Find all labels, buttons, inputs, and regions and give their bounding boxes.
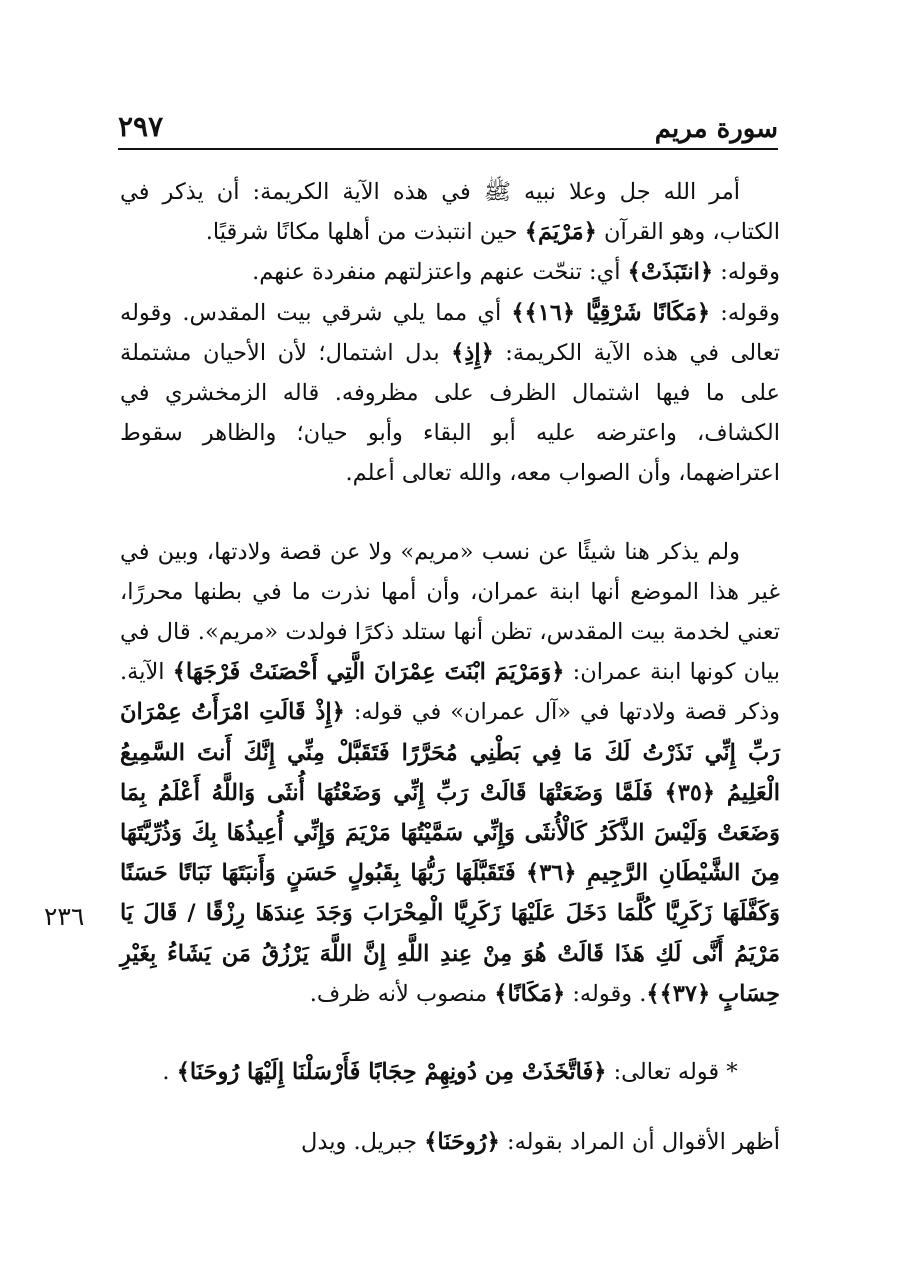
spacer	[120, 1092, 780, 1122]
text: وقوله:	[720, 259, 780, 286]
text: الكتاب، وهو القرآن	[604, 219, 780, 246]
text: مشتملة على ما فيها اشتمال الظرف على مظروفه. قاله الزمخشري في الكشاف، واعترضه عليه أبو البقاء وأبو حيان؛ والظاهر سقوط اعتراضهما، وأن الصواب معه، والله تعالى أعلم.	[120, 339, 780, 487]
text: منصوب لأنه ظرف.	[309, 980, 488, 1007]
paragraph-tafsir-intro	[120, 172, 780, 252]
quran-quote: ﴿فَاتَّخَذَتْ مِن دُونِهِمْ حِجَابًا فَأَرْسَلْنَا إِلَيْهَا رُوحَنَا﴾	[176, 1059, 607, 1086]
paragraph-maryam-lineage	[120, 532, 780, 1014]
quran-quote: ﴿وَمَرْيَمَ ابْنَتَ عِمْرَانَ الَّتِي أَحْصَنَتْ فَرْجَهَا﴾	[172, 659, 565, 686]
quran-quote: ﴿إِذْ قَالَتِ امْرَأَتُ عِمْرَانَ رَبِّ إِنِّي نَذَرْتُ لَكَ مَا فِي بَطْنِي مُحَرَّرًا فَتَقَبَّلْ مِنِّي إِنَّكَ أَنتَ السَّمِيعُ الْعَلِيمُ ﴿٣٥﴾ فَلَمَّا وَضَعَتْهَا قَالَتْ رَبِّ إِنِّي وَضَعْتُهَا أُنثَى وَاللَّهُ أَعْلَمُ بِمَا وَضَعَتْ وَلَيْسَ الذَّكَرُ كَالْأُنثَى وَإِنِّي سَمَّيْتُهَا مَرْيَمَ وَإِنِّي أُعِيذُهَا بِكَ وَذُرِّيَّتَهَا مِنَ الشَّيْطَانِ الرَّجِيمِ ﴿٣٦﴾ فَتَقَبَّلَهَا رَبُّهَا بِقَبُولٍ حَسَنٍ وَأَنبَتَهَا نَبَاتًا حَسَنًا وَكَفَّلَهَا زَكَرِيَّا كُلَّمَا دَخَلَ عَلَيْهَا زَكَرِيَّا الْمِحْرَابَ وَجَدَ عِندَهَا رِزْقًا / قَالَ يَا مَرْيَمُ أَنَّى لَكِ هَذَا قَالَتْ هُوَ مِنْ عِندِ اللَّهِ إِنَّ اللَّهَ يَرْزُقُ مَن يَشَاءُ بِغَيْرِ حِسَابٍ ﴿٣٧﴾﴾	[120, 699, 780, 1007]
paragraph-intabadhat	[120, 252, 780, 292]
text: الآية. وذكر قصة ولادتها في «آل عمران» في قوله:	[120, 659, 780, 726]
page-number: ٢٩٧	[118, 110, 164, 143]
spacer	[120, 494, 780, 532]
text: .	[162, 1059, 170, 1086]
text: بدل اشتمال؛ لأن الأحيان	[202, 339, 440, 366]
text: أمر الله جل وعلا نبيه ﷺ في هذه الآية الكريمة: أن يذكر في	[120, 179, 740, 205]
text: حين انتبذت من أهلها مكانًا شرقيًا.	[205, 219, 518, 246]
text: وقوله:	[720, 299, 781, 326]
text: ولم يذكر هنا شيئًا عن نسب «مريم» ولا عن قصة ولادتها، وبين في غير هذا الموضع أنها ابنة عمران، وأن أمها نذرت ما في بطنها محررًا، تعني لخدمة بيت المقدس، تظن أنها ستلد ذكرًا فولدت «مريم». قال في بيان كونها ابنة عمران:	[120, 538, 781, 686]
text: * قوله تعالى:	[613, 1059, 738, 1086]
quran-quote: ﴿مَكَانًا شَرْقِيًّا ﴿١٦﴾﴾	[511, 299, 711, 326]
text: . وقوله:	[572, 980, 647, 1007]
text: أي مما يلي شرقي بيت المقدس. وقوله	[120, 299, 502, 326]
paragraph-makanan	[120, 293, 780, 494]
verse-heading	[120, 1052, 780, 1092]
text: تعالى في هذه الآية الكريمة:	[505, 339, 781, 366]
text: أظهر الأقوال أن المراد بقوله:	[507, 1129, 780, 1156]
quran-quote: ﴿انتَبَذَتْ﴾	[627, 259, 714, 286]
quran-quote: ﴿مَكَانًا﴾	[494, 980, 566, 1007]
text: جبريل. ويدل	[301, 1129, 418, 1156]
text: أي: تنحّت عنهم واعتزلتهم منفردة عنهم.	[252, 259, 621, 286]
margin-page-number: ٢٣٦	[44, 902, 85, 931]
paragraph-ruhana	[120, 1122, 780, 1162]
quran-quote: ﴿مَرْيَمَ﴾	[524, 219, 597, 246]
page-header	[118, 104, 778, 150]
surah-title: سورة مريم	[654, 114, 778, 144]
quran-quote: ﴿رُوحَنَا﴾	[424, 1129, 500, 1156]
quran-quote: ﴿إِذِ﴾	[451, 339, 494, 366]
spacer	[120, 1014, 780, 1052]
page-body	[120, 172, 780, 1162]
